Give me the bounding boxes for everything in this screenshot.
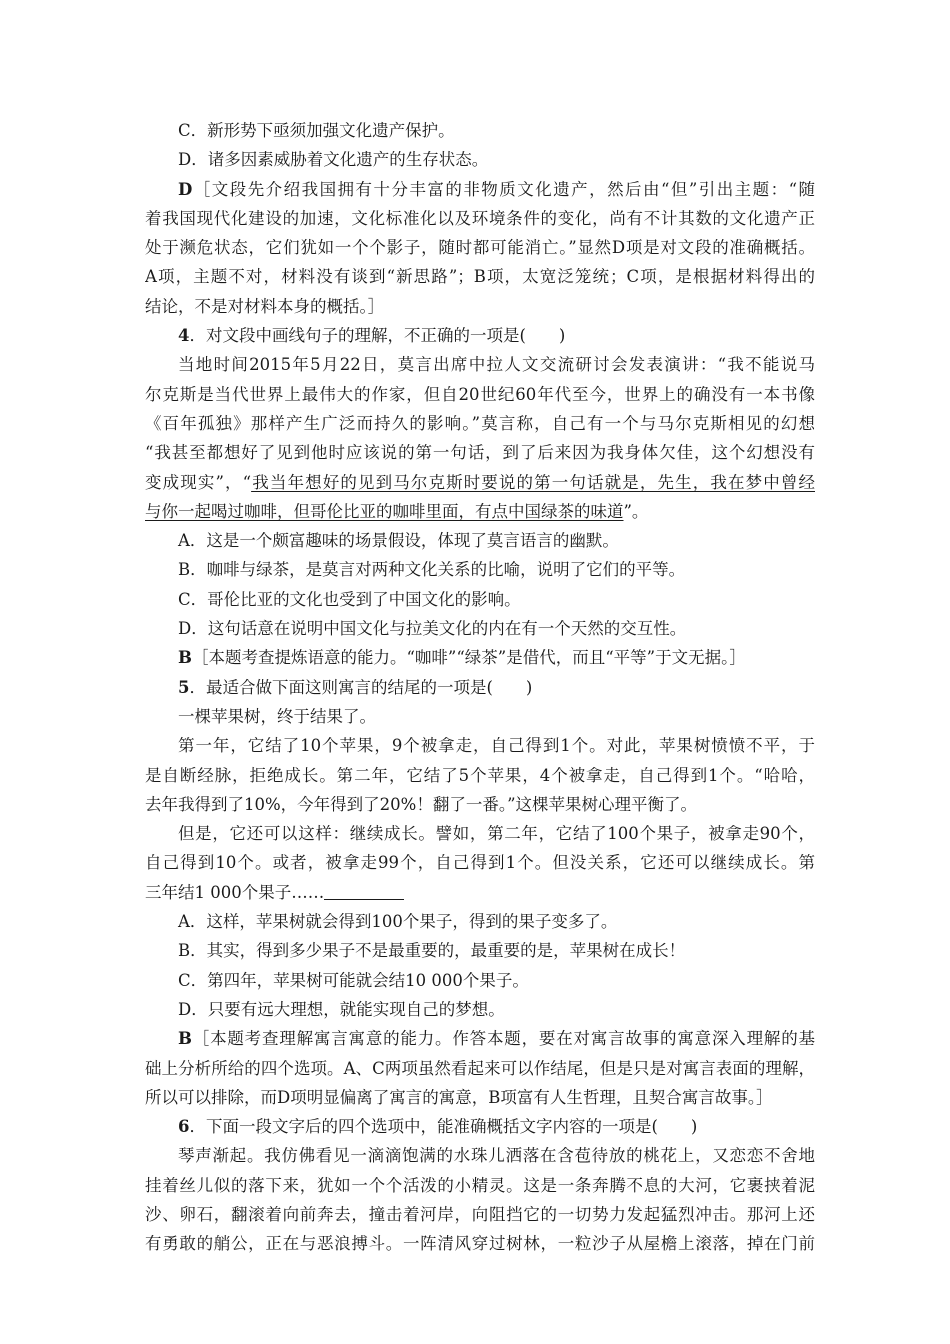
option-c-q3: C．新形势下亟须加强文化遗产保护。 xyxy=(178,121,455,140)
option-a-q4: A．这是一个颇富趣味的场景假设，体现了莫言语言的幽默。 xyxy=(178,531,619,551)
underlined-sentence: 与你一起喝过咖啡，但哥伦比亚的咖啡里面，有点中国绿茶的味道 xyxy=(145,501,624,521)
option-d-q5: D．只要有远大理想，就能实现自己的梦想。 xyxy=(178,999,505,1019)
passage-q5-line: 但是，它还可以这样：继续成长。譬如，第二年，它结了100个果子，被拿走90个， xyxy=(178,824,815,844)
question-text: ．最适合做下面这则寓言的结尾的一项是( ) xyxy=(189,677,533,697)
passage-q6-line: 沙、卵石，翻滚着向前奔去，撞击着河岸，向阻挡它的一切势力发起猛烈冲击。那河上还 xyxy=(145,1204,815,1224)
document-body xyxy=(145,116,815,1259)
passage-q4-line: 《百年孤独》那样产生广泛而持久的影响。”莫言称，自己有一个与马尔克斯相见的幻想 xyxy=(145,413,815,433)
passage-q5-line: 一棵苹果树，终于结果了。 xyxy=(178,706,376,726)
option-a-q5: A．这样，苹果树就会得到100个果子，得到的果子变多了。 xyxy=(178,912,618,932)
option-c-q4: C．哥伦比亚的文化也受到了中国文化的影响。 xyxy=(178,589,521,609)
question-5 xyxy=(145,673,815,702)
passage-text: ”。 xyxy=(623,501,649,521)
answer-text: ［本题考查理解寓言寓意的能力。作答本题，要在对寓言故事的寓意深入理解的基 xyxy=(191,1029,815,1049)
question-text: ．下面一段文字后的四个选项中，能准确概括文字内容的一项是( ) xyxy=(189,1117,698,1137)
answer-q3-line: 结论，不是对材料本身的概括。］ xyxy=(145,296,385,316)
passage-q5-line: 第一年，它结了10个苹果，9个被拿走，自己得到1个。对此，苹果树愤愤不平，于 xyxy=(178,736,815,756)
passage-q6-line: 挂着丝儿似的落下来，犹如一个个活泼的小精灵。这是一条奔腾不息的大河，它裹挟着泥 xyxy=(145,1175,815,1195)
option-d-q4: D．这句话意在说明中国文化与拉美文化的内在有一个天然的交互性。 xyxy=(178,619,687,639)
passage-q4-line xyxy=(145,468,815,497)
question-text: ．对文段中画线句子的理解，不正确的一项是( ) xyxy=(189,326,566,346)
passage-q6-line: 有勇敢的艄公，正在与恶浪搏斗。一阵清风穿过树林，一粒沙子从屋檐上滚落，掉在门前 xyxy=(145,1234,815,1254)
passage-q6-line: 琴声渐起。我仿佛看见一滴滴饱满的水珠儿洒落在含苞待放的桃花上，又恋恋不舍地 xyxy=(178,1146,815,1166)
answer-q3-line: 着我国现代化建设的加速，文化标准化以及环境条件的变化，尚有不计其数的文化遗产正 xyxy=(145,208,815,228)
option-b-q5: B．其实，得到多少果子不是最重要的，最重要的是，苹果树在成长！ xyxy=(178,941,686,961)
answer-q5-line: 础上分析所给的四个选项。A、C两项虽然看起来可以作结尾，但是只是对寓言表面的理解， xyxy=(145,1058,815,1078)
question-6 xyxy=(145,1112,815,1141)
passage-q4-line: “我甚至都想好了见到他时应该说的第一句话，到了后来因为我身体欠佳，这个幻想没有 xyxy=(145,443,815,463)
passage-text: 三年结1 000个果子…… xyxy=(145,882,325,902)
answer-letter: D xyxy=(178,179,193,199)
passage-q4-line: 当地时间2015年5月22日，莫言出席中拉人文交流研讨会发表演讲：“我不能说马 xyxy=(178,355,815,375)
passage-q4-line xyxy=(145,497,815,526)
passage-text: 变成现实”，“ xyxy=(145,472,252,492)
option-b-q4: B．咖啡与绿茶，是莫言对两种文化关系的比喻，说明了它们的平等。 xyxy=(178,560,686,580)
underlined-sentence: 我当年想好的见到马尔克斯时要说的第一句话就是，先生，我在梦中曾经 xyxy=(251,472,815,492)
question-number: 5 xyxy=(178,677,190,697)
option-d-q3: D．诸多因素威胁着文化遗产的生存状态。 xyxy=(178,150,489,170)
answer-q4 xyxy=(145,643,815,672)
answer-q5-line: 所以可以排除，而D项明显偏离了寓言的寓意，B项富有人生哲理，且契合寓言故事。］ xyxy=(145,1087,773,1107)
answer-blank xyxy=(324,881,404,900)
answer-letter: B xyxy=(178,1029,192,1049)
answer-text: ［文段先介绍我国拥有十分丰富的非物质文化遗产，然后由“但”引出主题：“随 xyxy=(192,179,815,199)
passage-q5-line xyxy=(145,878,815,907)
answer-q3 xyxy=(145,175,815,204)
answer-letter: B xyxy=(178,648,192,668)
passage-q5-line: 自己得到10个。或者，被拿走99个，自己得到1个。但没关系，它还可以继续成长。第 xyxy=(145,853,815,873)
option-c-q5: C．第四年，苹果树可能就会结10 000个果子。 xyxy=(178,970,529,990)
answer-q5 xyxy=(145,1024,815,1053)
question-number: 4 xyxy=(178,326,190,346)
question-4 xyxy=(145,321,815,350)
question-number: 6 xyxy=(178,1117,190,1137)
passage-q4-line: 尔克斯是当代世界上最伟大的作家，但自20世纪60年代至今，世界上的确没有一本书像 xyxy=(145,384,815,404)
answer-q3-line: A项，主题不对，材料没有谈到“新思路”；B项，太宽泛笼统；C项，是根据材料得出的 xyxy=(145,267,815,287)
answer-text: ［本题考查提炼语意的能力。“咖啡”“绿茶”是借代，而且“平等”于文无据。］ xyxy=(191,648,746,668)
passage-q5-line: 是自断经脉，拒绝成长。第二年，它结了5个苹果，4个被拿走，自己得到1个。“哈哈， xyxy=(145,765,815,785)
passage-q5-line: 去年我得到了10%，今年得到了20%！翻了一番。”这棵苹果树心理平衡了。 xyxy=(145,794,698,814)
answer-q3-line: 处于濒危状态，它们犹如一个个影子，随时都可能消亡。”显然D项是对文段的准确概括。 xyxy=(145,238,815,258)
